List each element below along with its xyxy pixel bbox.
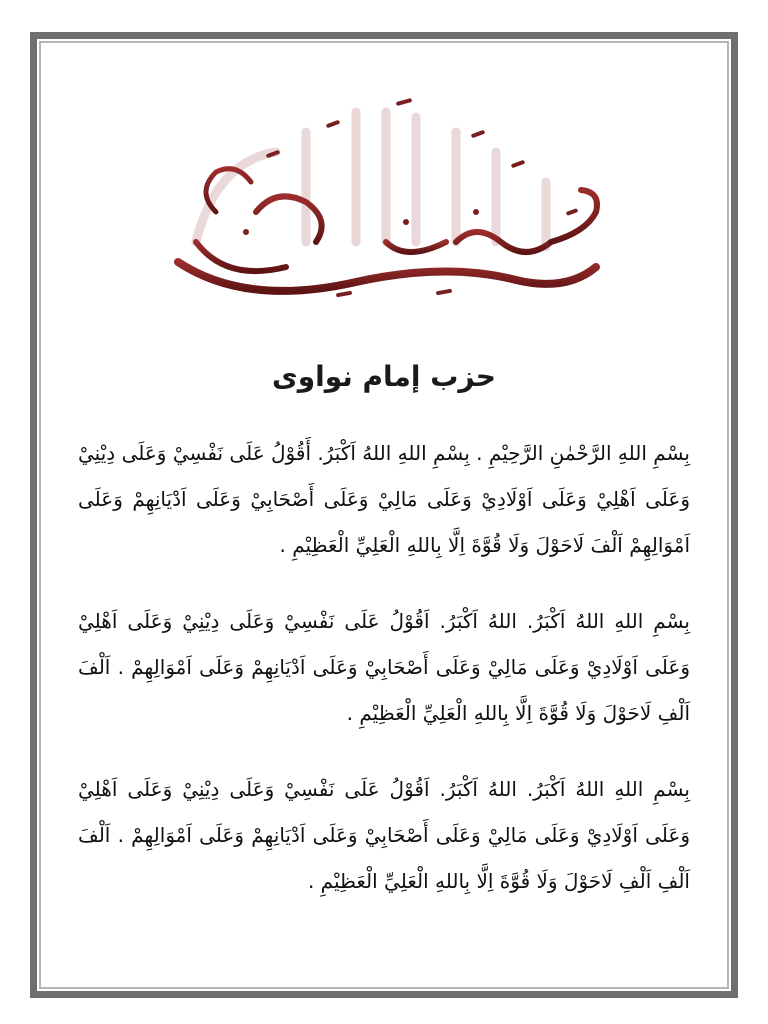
basmala-calligraphy-graphic	[156, 92, 612, 322]
basmala-calligraphy-emblem	[156, 92, 612, 322]
prayer-paragraph-1: بِسْمِ اللهِ الرَّحْمٰنِ الرَّحِيْمِ . بِسْمِ اللهِ اللهُ اَكْبَرُ. أَقُوْلُ عَلَى نَفْسِيْ وَعَلَى دِيْنِيْ وَعَلَى اَهْلِيْ وَعَلَى اَوْلَادِيْ وَعَلَى مَالِيْ وَعَلَى أَصْحَابِيْ وَعَلَى اَدْيَانِهِمْ وَعَلَى اَمْوَالِهِمْ اَلْفَ لَاحَوْلَ وَلَا قُوَّةَ اِلَّا بِاللهِ الْعَلِيِّ الْعَظِيْمِ .	[78, 441, 690, 557]
prayer-paragraph-3: بِسْمِ اللهِ اللهُ اَكْبَرُ. اللهُ اَكْبَرُ. اَقُوْلُ عَلَى نَفْسِيْ وَعَلَى دِيْنِيْ وَعَلَى اَهْلِيْ وَعَلَى اَوْلَادِيْ وَعَلَى مَالِيْ وَعَلَى أَصْحَابِيْ وَعَلَى اَدْيَانِهِمْ وَعَلَى اَمْوَالِهِمْ . اَلْفَ اَلْفِ اَلْفِ لَاحَوْلَ وَلَا قُوَّةَ اِلَّا بِاللهِ الْعَلِيِّ الْعَظِيْمِ .	[78, 777, 690, 893]
page-title: حزب إمام نواوى	[272, 360, 496, 393]
prayer-paragraph-2: بِسْمِ اللهِ اللهُ اَكْبَرُ. اللهُ اَكْبَرُ. اَقُوْلُ عَلَى نَفْسِيْ وَعَلَى دِيْنِيْ وَعَلَى اَهْلِيْ وَعَلَى اَوْلَادِيْ وَعَلَى مَالِيْ وَعَلَى أَصْحَابِيْ وَعَلَى اَدْيَانِهِمْ وَعَلَى اَمْوَالِهِمْ . اَلْفَ اَلْفِ لَاحَوْلَ وَلَا قُوَّةَ اِلَّا بِاللهِ الْعَلِيِّ الْعَظِيْمِ .	[78, 609, 690, 725]
